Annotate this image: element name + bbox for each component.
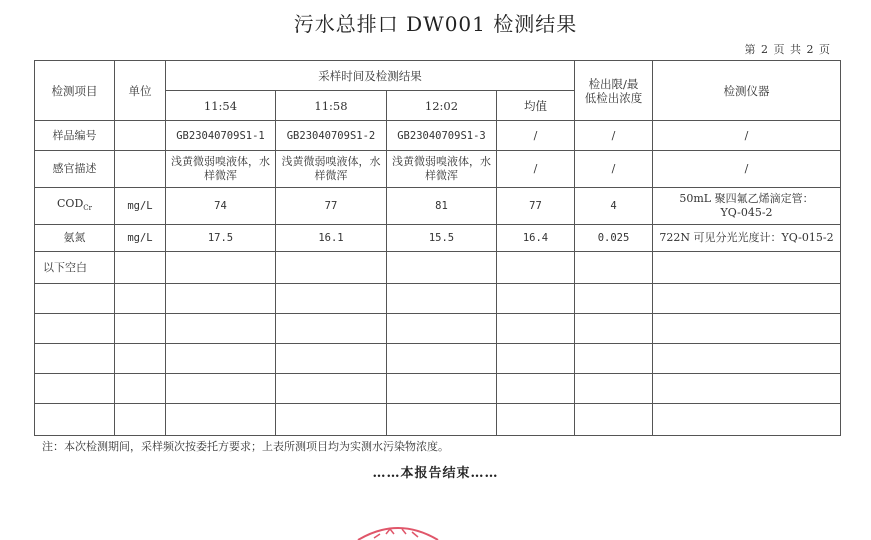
instrument-line1: 50mL 聚四氟乙烯滴定管：	[679, 192, 814, 205]
cell-value: 浅黄微弱嗅液体，水样微浑	[166, 151, 276, 188]
results-table	[34, 60, 841, 436]
header-limit	[575, 61, 653, 121]
cell-unit	[115, 151, 166, 188]
table-row-blank	[35, 404, 841, 436]
cell-unit: mg/L	[115, 225, 166, 252]
blank-label: 以下空白	[35, 252, 115, 284]
seal-arc	[352, 520, 444, 540]
header-time-3: 12:02	[387, 91, 497, 121]
cell-average: 16.4	[497, 225, 575, 252]
cell-value: 17.5	[166, 225, 276, 252]
report-end-marker: ……本报告结束……	[372, 466, 499, 481]
cell-value: 浅黄微弱嗅液体，水样微浑	[387, 151, 497, 188]
table-row-sample-id	[35, 121, 841, 151]
cell-limit: 4	[575, 188, 653, 225]
cell-value: 浅黄微弱嗅液体，水样微浑	[276, 151, 387, 188]
header-limit-line2: 低检出浓度	[584, 90, 643, 105]
cod-subscript: Cr	[83, 204, 92, 213]
cell-value: 81	[387, 188, 497, 225]
cell-value: 15.5	[387, 225, 497, 252]
header-instrument: 检测仪器	[653, 61, 841, 121]
cell-average: /	[497, 121, 575, 151]
header-time-2: 11:58	[276, 91, 387, 121]
report-title: 污水总排口 DW001 检测结果	[293, 12, 578, 36]
cell-instrument: /	[653, 151, 841, 188]
header-unit: 单位	[115, 61, 166, 121]
cell-value: 77	[276, 188, 387, 225]
table-row-ammonia	[35, 225, 841, 252]
cell-unit	[115, 121, 166, 151]
cell-limit: 0.025	[575, 225, 653, 252]
table-row-cod	[35, 188, 841, 225]
header-time-1: 11:54	[166, 91, 276, 121]
instrument-line2: YQ-045-2	[720, 206, 773, 219]
page-number: 第 2 页 共 2 页	[744, 43, 831, 56]
cell-instrument	[653, 188, 841, 225]
cell-average: /	[497, 151, 575, 188]
cell-value: GB23040709S1-3	[387, 121, 497, 151]
table-row-blank	[35, 314, 841, 344]
cell-instrument: /	[653, 121, 841, 151]
cell-limit: /	[575, 121, 653, 151]
official-seal-stamp	[352, 520, 444, 540]
cell-value: 74	[166, 188, 276, 225]
header-item: 检测项目	[35, 61, 115, 121]
cell-limit: /	[575, 151, 653, 188]
cell-item: 感官描述	[35, 151, 115, 188]
header-limit-line1: 检出限/最	[588, 76, 639, 91]
cell-value: 16.1	[276, 225, 387, 252]
table-row-blank	[35, 252, 841, 284]
cell-value: GB23040709S1-2	[276, 121, 387, 151]
cell-item: 样品编号	[35, 121, 115, 151]
table-row-blank	[35, 284, 841, 314]
cell-instrument: 722N 可见分光光度计：YQ-015-2	[653, 225, 841, 252]
cell-average: 77	[497, 188, 575, 225]
header-average: 均值	[497, 91, 575, 121]
footnote: 注：本次检测期间，采样频次按委托方要求；上表所测项目均为实测水污染物浓度。	[42, 440, 449, 453]
cell-value: GB23040709S1-1	[166, 121, 276, 151]
cell-item: 氨氮	[35, 225, 115, 252]
header-sampling: 采样时间及检测结果	[166, 61, 575, 91]
table-row-blank	[35, 374, 841, 404]
cell-unit: mg/L	[115, 188, 166, 225]
table-row-blank	[35, 344, 841, 374]
cell-item	[35, 188, 115, 225]
table-row-sensory	[35, 151, 841, 188]
cod-label: COD	[57, 196, 84, 210]
